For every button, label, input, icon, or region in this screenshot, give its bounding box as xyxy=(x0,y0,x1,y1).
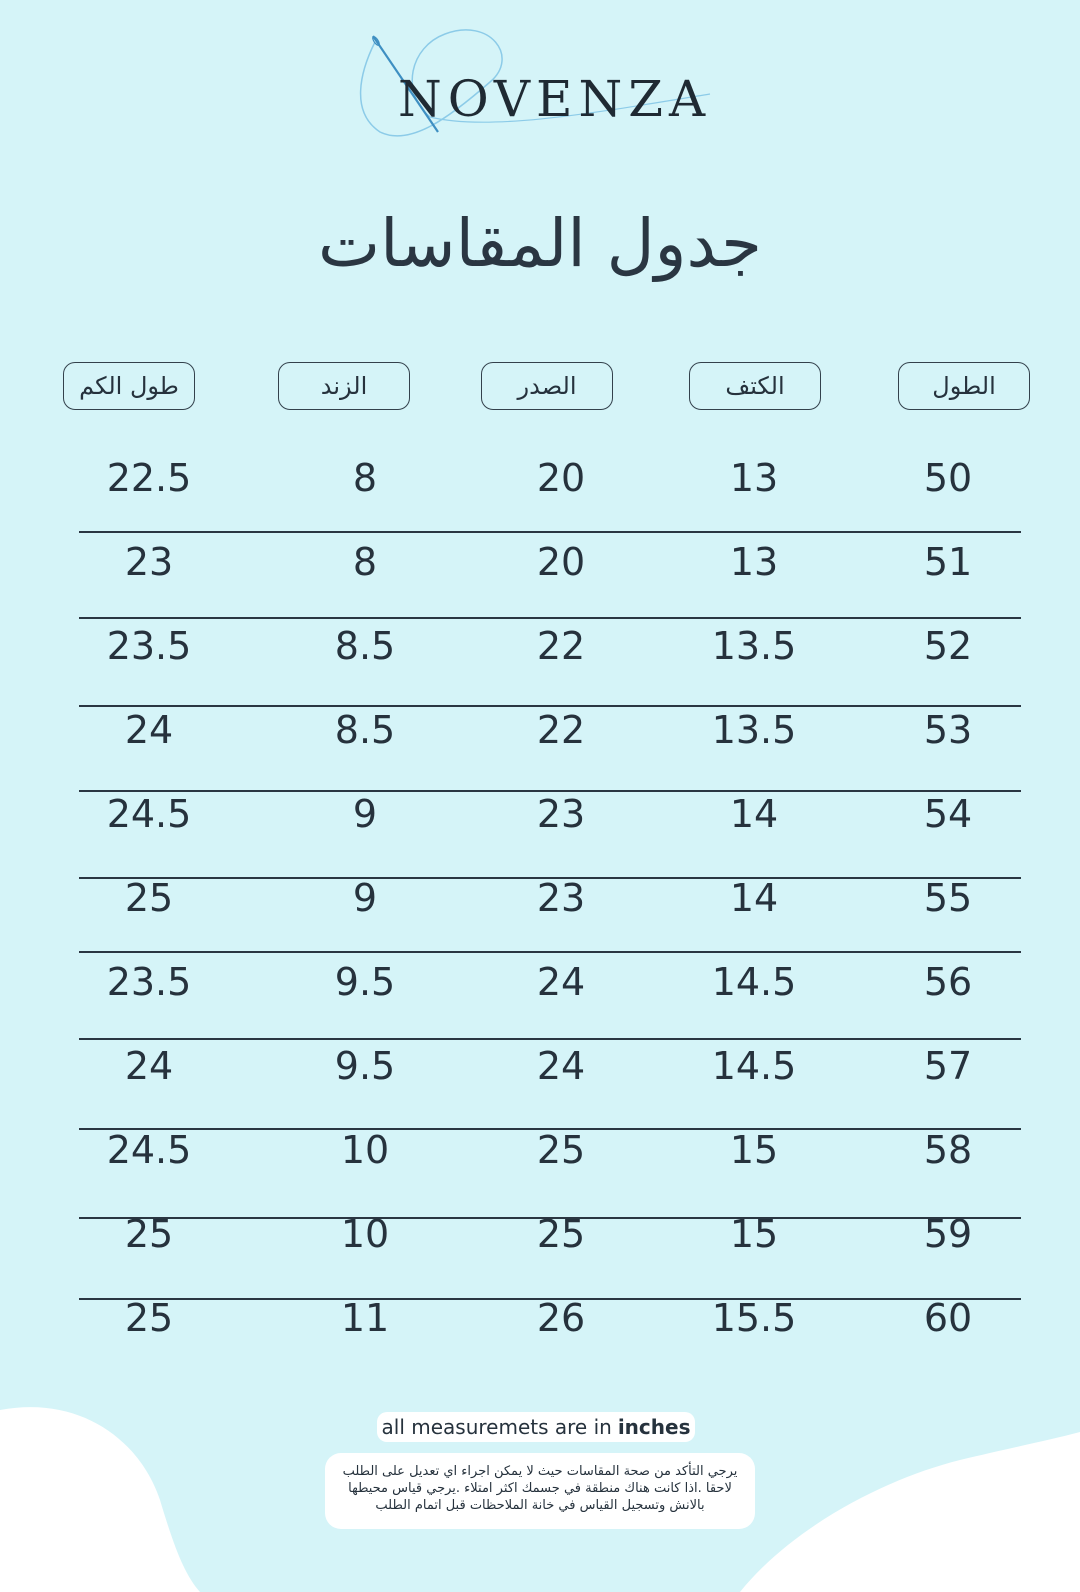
cell-chest: 24 xyxy=(536,960,586,1004)
units-note-unit: inches xyxy=(617,1415,691,1439)
cell-chest: 22 xyxy=(536,708,586,752)
cell-sleeve: 23 xyxy=(124,540,174,584)
cell-chest: 22 xyxy=(536,624,586,668)
cell-length: 51 xyxy=(923,540,973,584)
cell-chest: 25 xyxy=(536,1212,586,1256)
cell-length: 58 xyxy=(923,1128,973,1172)
cell-length: 52 xyxy=(923,624,973,668)
header-sleeve-length: طول الكم xyxy=(63,362,195,410)
cell-shoulder: 14 xyxy=(729,792,779,836)
cell-shoulder: 15 xyxy=(729,1212,779,1256)
row-divider xyxy=(79,531,1021,533)
brand-name: NOVENZA xyxy=(398,70,712,128)
row-divider xyxy=(79,951,1021,953)
cell-chest: 23 xyxy=(536,876,586,920)
cell-sleeve: 24.5 xyxy=(106,792,192,836)
cell-sleeve: 25 xyxy=(124,1296,174,1340)
cell-length: 55 xyxy=(923,876,973,920)
cell-shoulder: 13.5 xyxy=(711,708,797,752)
cell-sleeve: 25 xyxy=(124,1212,174,1256)
cell-wrist: 11 xyxy=(340,1296,390,1340)
cell-sleeve: 24 xyxy=(124,708,174,752)
cell-shoulder: 14 xyxy=(729,876,779,920)
cell-length: 54 xyxy=(923,792,973,836)
cell-wrist: 10 xyxy=(340,1128,390,1172)
header-shoulder: الكتف xyxy=(689,362,821,410)
cell-length: 53 xyxy=(923,708,973,752)
cell-wrist: 8.5 xyxy=(334,708,396,752)
header-wrist: الزند xyxy=(278,362,410,410)
cell-wrist: 8.5 xyxy=(334,624,396,668)
measurement-note: يرجي التأكد من صحة المقاسات حيث لا يمكن اجراء اي تعديل على الطلب لاحقا .اذا كانت هناك منطقة في جسمك اكثر امتلاء .يرجي قياس محيطها بالانش وتسجيل القياس في خانة الملاحظات قبل اتمام الطلب xyxy=(325,1453,755,1529)
cell-wrist: 10 xyxy=(340,1212,390,1256)
cell-chest: 20 xyxy=(536,540,586,584)
cell-length: 60 xyxy=(923,1296,973,1340)
header-length: الطول xyxy=(898,362,1030,410)
cell-shoulder: 13.5 xyxy=(711,624,797,668)
page-title: جدول المقاسات xyxy=(318,205,762,282)
cell-shoulder: 13 xyxy=(729,456,779,500)
cell-length: 59 xyxy=(923,1212,973,1256)
cell-length: 56 xyxy=(923,960,973,1004)
cell-wrist: 9.5 xyxy=(334,960,396,1004)
cell-shoulder: 14.5 xyxy=(711,1044,797,1088)
cell-wrist: 8 xyxy=(352,456,378,500)
row-divider xyxy=(79,1038,1021,1040)
cell-wrist: 9.5 xyxy=(334,1044,396,1088)
row-divider xyxy=(79,705,1021,707)
cell-chest: 24 xyxy=(536,1044,586,1088)
cell-wrist: 8 xyxy=(352,540,378,584)
cell-length: 50 xyxy=(923,456,973,500)
cell-sleeve: 23.5 xyxy=(106,960,192,1004)
cell-chest: 20 xyxy=(536,456,586,500)
brand-logo xyxy=(340,22,740,142)
cell-sleeve: 25 xyxy=(124,876,174,920)
units-note-prefix: all measuremets are in xyxy=(381,1415,612,1439)
cell-wrist: 9 xyxy=(352,876,378,920)
table-header xyxy=(0,362,1080,414)
cell-shoulder: 14.5 xyxy=(711,960,797,1004)
cell-shoulder: 15.5 xyxy=(711,1296,797,1340)
cell-chest: 26 xyxy=(536,1296,586,1340)
row-divider xyxy=(79,617,1021,619)
cell-sleeve: 24.5 xyxy=(106,1128,192,1172)
cell-shoulder: 15 xyxy=(729,1128,779,1172)
cell-length: 57 xyxy=(923,1044,973,1088)
cell-sleeve: 23.5 xyxy=(106,624,192,668)
cell-chest: 25 xyxy=(536,1128,586,1172)
cell-chest: 23 xyxy=(536,792,586,836)
units-note xyxy=(377,1412,695,1442)
cell-sleeve: 24 xyxy=(124,1044,174,1088)
header-chest: الصدر xyxy=(481,362,613,410)
cell-shoulder: 13 xyxy=(729,540,779,584)
cell-sleeve: 22.5 xyxy=(106,456,192,500)
cell-wrist: 9 xyxy=(352,792,378,836)
